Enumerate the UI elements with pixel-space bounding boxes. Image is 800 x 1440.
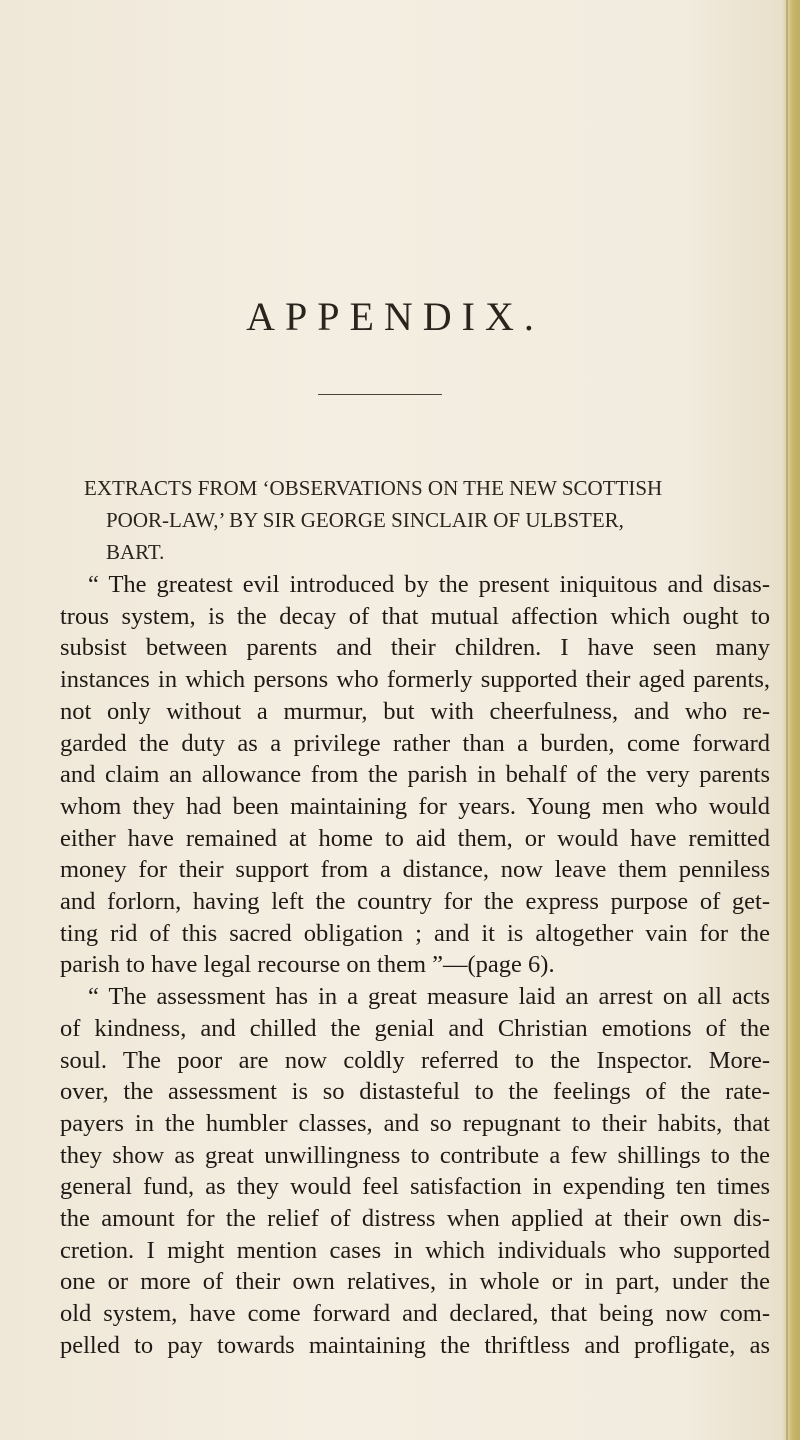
paragraph-1-line: whom they had been maintaining for years. Young men who would — [60, 792, 770, 820]
paragraph-1-line: either have remained at home to aid them, or would have remitted — [60, 824, 770, 852]
paragraph-2-line: of kindness, and chilled the genial and Christian emotions of the — [60, 1014, 770, 1042]
paragraph-2-line: one or more of their own relatives, in whole or in part, under the — [60, 1268, 770, 1296]
paragraph-1-line: trous system, is the decay of that mutual affection which ought to — [60, 602, 770, 630]
page-edge-line — [786, 0, 788, 1440]
paragraph-1-line: parish to have legal recourse on them ”—(page 6). — [60, 951, 555, 979]
paragraph-1-line: subsist between parents and their children. I have seen many — [60, 634, 770, 662]
paragraph-1-line: and claim an allowance from the parish in behalf of the very parents — [60, 761, 770, 789]
paragraph-2-line: cretion. I might mention cases in which individuals who supported — [60, 1236, 770, 1264]
paragraph-2-line: they show as great unwillingness to contribute a few shillings to the — [60, 1141, 770, 1169]
paragraph-1-line: and forlorn, having left the country for the express purpose of get- — [60, 888, 770, 916]
paragraph-1-line: “ The greatest evil introduced by the present iniquitous and disas- — [88, 571, 770, 598]
section-heading-line: POOR-LAW,’ BY SIR GEORGE SINCLAIR OF ULBSTER, — [106, 508, 624, 532]
paragraph-2-line: general fund, as they would feel satisfaction in expending ten times — [60, 1173, 770, 1201]
paragraph-1-line: garded the duty as a privilege rather than a burden, come forward — [60, 729, 770, 757]
paragraph-2-line: old system, have come forward and declared, that being now com- — [60, 1300, 770, 1328]
paragraph-2-line: pelled to pay towards maintaining the thriftless and profligate, as — [60, 1331, 770, 1359]
paragraph-2-line: the amount for the relief of distress when applied at their own dis- — [60, 1205, 770, 1233]
paragraph-2-line: over, the assessment is so distasteful to the feelings of the rate- — [60, 1078, 770, 1106]
paragraph-2-line: “ The assessment has in a great measure laid an arrest on all acts — [88, 983, 770, 1011]
paragraph-2-line: soul. The poor are now coldly referred to the Inspector. More- — [60, 1046, 770, 1074]
appendix-heading: APPENDIX. — [246, 294, 544, 339]
body-text — [60, 569, 770, 1362]
section-heading — [84, 472, 764, 568]
paragraph-1-line: ting rid of this sacred obligation ; and it is altogether vain for the — [60, 919, 770, 947]
section-heading-line: BART. — [106, 540, 165, 564]
section-heading-line: EXTRACTS FROM ‘OBSERVATIONS ON THE NEW SCOTTISH — [84, 476, 663, 500]
heading-rule — [318, 394, 442, 395]
paragraph-1-line: not only without a murmur, but with cheerfulness, and who re- — [60, 697, 770, 725]
paragraph-1-line: money for their support from a distance, now leave them penniless — [60, 856, 770, 884]
paragraph-1-line: instances in which persons who formerly supported their aged parents, — [60, 666, 770, 694]
page-edge-shadow — [782, 0, 800, 1440]
paragraph-2-line: payers in the humbler classes, and so repugnant to their habits, that — [60, 1109, 770, 1137]
